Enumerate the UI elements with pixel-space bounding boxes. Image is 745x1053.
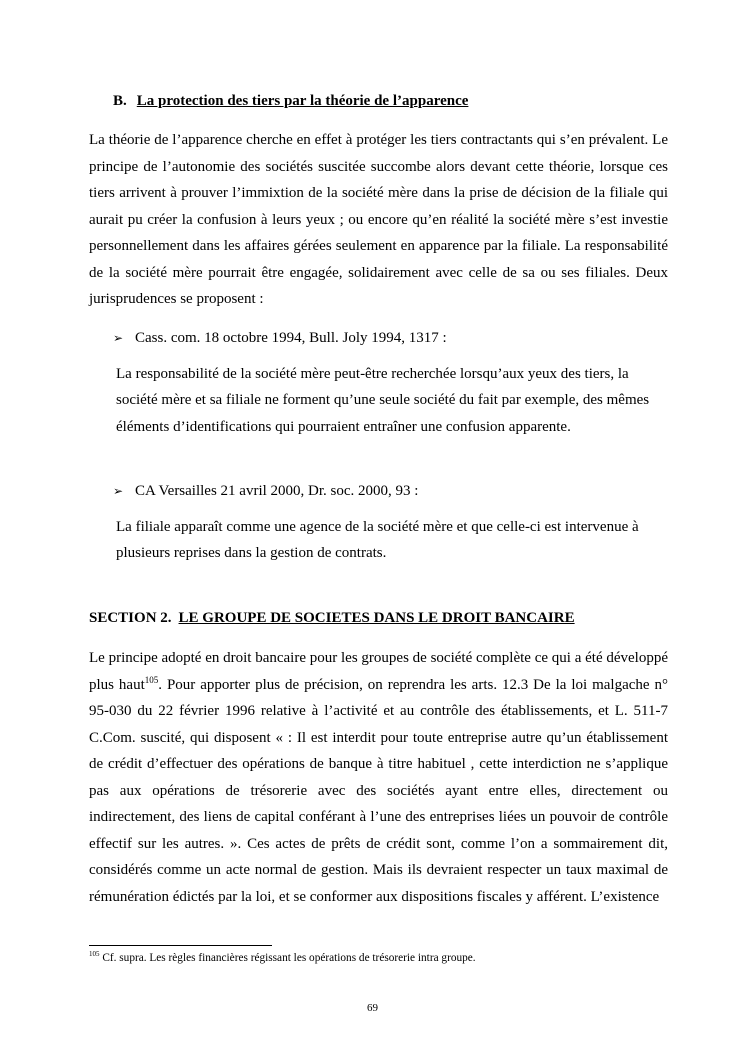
case-citation-1: [113, 328, 447, 348]
case-citation-text: Cass. com. 18 octobre 1994, Bull. Joly 1994, 1317 :: [135, 330, 447, 346]
footnote: [89, 950, 476, 966]
paragraph-text-start: Le principe adopté en droit bancaire pour les groupes de société complète ce qui a été développé plus haut: [89, 650, 668, 693]
footnote-number: 105: [89, 950, 100, 959]
subsection-heading: [113, 91, 468, 111]
case-citation-text: CA Versailles 21 avril 2000, Dr. soc. 2000, 93 :: [135, 483, 419, 499]
subsection-label: B.: [113, 93, 127, 109]
footnote-reference[interactable]: 105: [144, 674, 159, 685]
section-label: SECTION 2.: [89, 610, 172, 626]
arrow-bullet-icon: ➢: [113, 331, 124, 345]
arrow-bullet-icon: ➢: [113, 484, 124, 498]
paragraph-apparence: La théorie de l’apparence cherche en effet à protéger les tiers contractants qui s’en prévalent. Le principe de l’autonomie des sociétés suscitée succombe alors devant cette théorie, lorsque ces tiers arrivent à prouver l’immixtion de la société mère dans la prise de décision de la filiale qui aurait pu créer la confusion à leurs yeux ; ou encore qu’en réalité la société mère s’est investie personnellement dans les affaires gérées seulement en apparence par la filiale. La responsabilité de la société mère pourrait être engagée, solidairement avec celle de sa ou ses filiales. Deux jurisprudences se proposent :: [89, 132, 668, 307]
section-title: LE GROUPE DE SOCIETES DANS LE DROIT BANCAIRE: [178, 610, 575, 626]
paragraph-droit-bancaire: [89, 645, 668, 910]
subsection-title: La protection des tiers par la théorie de l’apparence: [136, 93, 469, 109]
footnote-text: Cf. supra. Les règles financières régissant les opérations de trésorerie intra groupe.: [99, 952, 476, 964]
case-summary-2: La filiale apparaît comme une agence de la société mère et que celle-ci est intervenue à plusieurs reprises dans la gestion de contrats.: [116, 519, 639, 562]
paragraph-text-rest: . Pour apporter plus de précision, on reprendra les arts. 12.3 De la loi malgache n° 95-030 du 22 février 1996 relative à l’activité et au contrôle des établissements, et L. 511-7 C.Com. suscité, qui disposent « : Il est interdit pour toute entreprise autre qu’un établissement de crédit d’effectuer des opérations de banque à titre habituel , cette interdiction ne s’applique pas aux opérations de trésorerie avec des sociétés ayant entre elles, directement ou indirectement, des liens de capital conférant à l’une des entreprises liées un pouvoir de contrôle effectif sur les autres. ». Ces actes de prêts de crédit sont, comme l’on a sommairement dit, considérés comme un acte normal de gestion. Mais ils devraient respecter un taux maximal de rémunération édictés par la loi, et se conformer aux dispositions fiscales y afférent. L’existence: [89, 676, 668, 905]
case-summary-1: La responsabilité de la société mère peut-être recherchée lorsqu’aux yeux des tiers, la société mère et sa filiale ne forment qu’une seule société du fait par exemple, des mêmes éléments d’identifications qui pourraient entraîner une confusion apparente.: [116, 366, 650, 435]
case-citation-2: [113, 481, 418, 501]
footnote-separator: [89, 945, 272, 946]
section-heading: [89, 608, 575, 628]
page-number: 69: [367, 1002, 378, 1014]
